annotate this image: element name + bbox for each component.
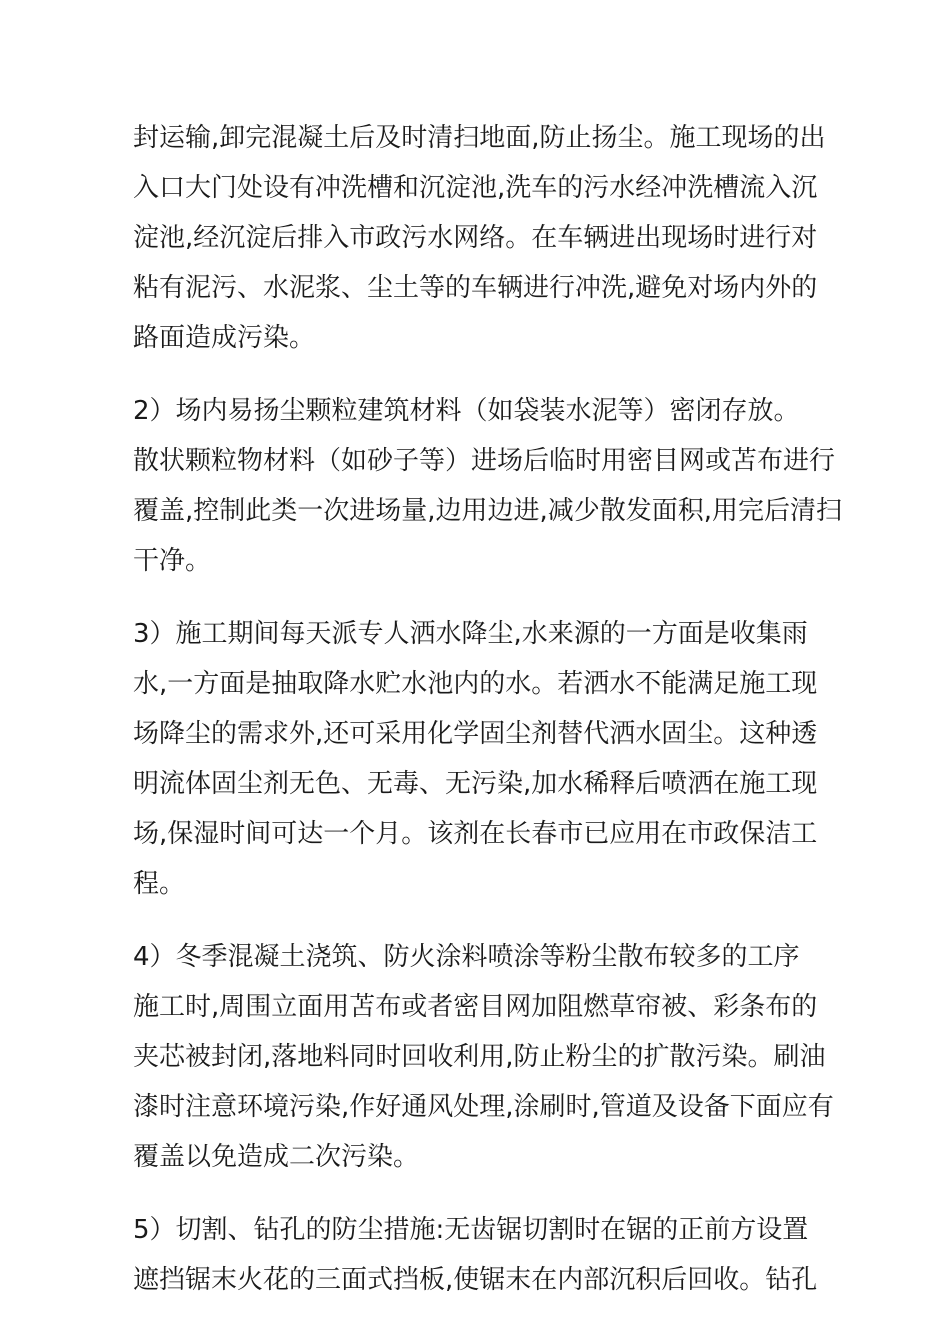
text-line: 路面造成污染。 bbox=[133, 323, 316, 353]
text-line: 5）切割、钻孔的防尘措施:无齿锯切割时在锯的正前方设置 bbox=[133, 1215, 809, 1245]
text-line: 漆时注意环境污染,作好通风处理,涂刷时,管道及设备下面应有 bbox=[133, 1092, 834, 1122]
paragraph-3 bbox=[133, 609, 827, 909]
text-line: 场,保湿时间可达一个月。该剂在长春市已应用在市政保洁工 bbox=[133, 819, 818, 849]
text-line: 覆盖以免造成二次污染。 bbox=[133, 1142, 420, 1172]
text-line: 程。 bbox=[133, 869, 186, 899]
document-body bbox=[133, 113, 843, 1328]
text-line: 4）冬季混凝土浇筑、防火涂料喷涂等粉尘散布较多的工序 bbox=[133, 942, 800, 972]
text-line: 2）场内易扬尘颗粒建筑材料（如袋装水泥等）密闭存放。 bbox=[133, 396, 800, 426]
text-line: 3）施工期间每天派专人洒水降尘,水来源的一方面是收集雨 bbox=[133, 619, 808, 649]
text-line: 散状颗粒物材料（如砂子等）进场后临时用密目网或苫布进行 bbox=[133, 446, 836, 476]
paragraph-5 bbox=[133, 1205, 827, 1305]
text-line: 水,一方面是抽取降水贮水池内的水。若洒水不能满足施工现 bbox=[133, 669, 818, 699]
text-line: 夹芯被封闭,落地料同时回收利用,防止粉尘的扩散污染。刷油 bbox=[133, 1042, 826, 1072]
text-line: 明流体固尘剂无色、无毒、无污染,加水稀释后喷洒在施工现 bbox=[133, 769, 818, 799]
text-line: 覆盖,控制此类一次进场量,边用边进,减少散发面积,用完后清扫 bbox=[133, 496, 843, 526]
text-line: 淀池,经沉淀后排入市政污水网络。在车辆进出现场时进行对 bbox=[133, 223, 818, 253]
text-line: 封运输,卸完混凝土后及时清扫地面,防止扬尘。施工现场的出 bbox=[133, 123, 826, 153]
paragraph-2 bbox=[133, 386, 843, 586]
text-line: 遮挡锯末火花的三面式挡板,使锯末在内部沉积后回收。钻孔 bbox=[133, 1265, 818, 1295]
text-line: 施工时,周围立面用苫布或者密目网加阻燃草帘被、彩条布的 bbox=[133, 992, 818, 1022]
paragraph-1 bbox=[133, 113, 827, 363]
text-line: 粘有泥污、水泥浆、尘土等的车辆进行冲洗,避免对场内外的 bbox=[133, 273, 818, 303]
paragraph-4 bbox=[133, 932, 834, 1182]
text-line: 干净。 bbox=[133, 546, 212, 576]
text-line: 入口大门处设有冲洗槽和沉淀池,洗车的污水经冲洗槽流入沉 bbox=[133, 173, 818, 203]
text-line: 场降尘的需求外,还可采用化学固尘剂替代洒水固尘。这种透 bbox=[133, 719, 818, 749]
